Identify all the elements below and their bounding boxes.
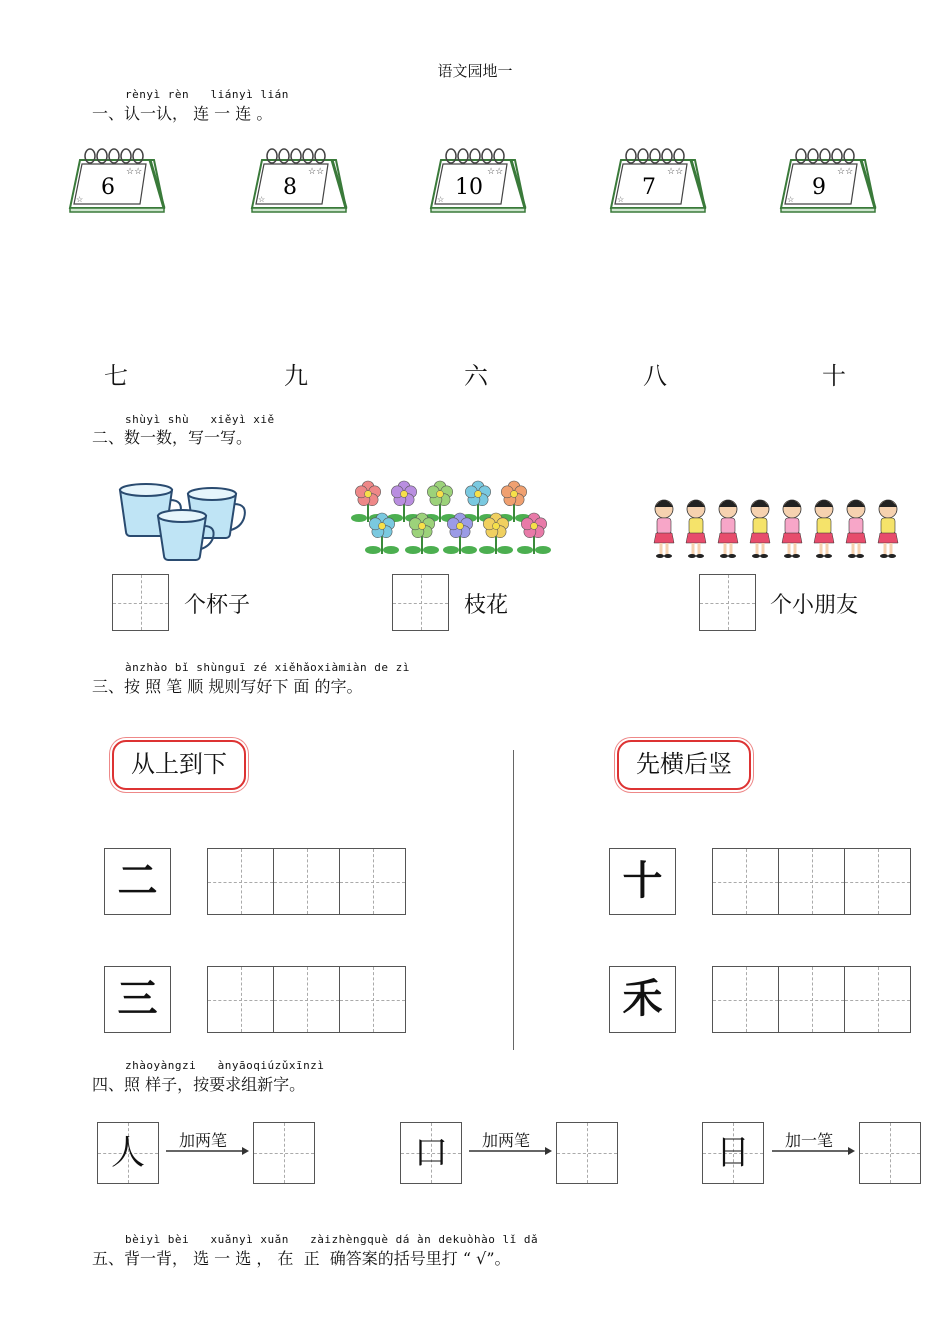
child-icon <box>846 500 866 558</box>
source-char-ren <box>97 1122 159 1184</box>
flowers-illustration <box>346 478 556 560</box>
unit-children: 个小朋友 <box>770 592 859 617</box>
writing-cell[interactable] <box>844 848 911 915</box>
source-char-ri <box>702 1122 764 1184</box>
flower-icon <box>423 481 457 522</box>
child-icon <box>750 500 770 558</box>
writing-cell[interactable] <box>844 966 911 1033</box>
model-char-shi <box>609 848 676 915</box>
answer-box-ri[interactable] <box>859 1122 921 1184</box>
model-char-shi-text: 十 <box>622 858 663 904</box>
q4-pinyin: zhàoyàngzi ànyāoqiúzǔxīnzì <box>125 1059 325 1072</box>
svg-text:☆☆: ☆☆ <box>308 167 325 177</box>
flower-icon <box>461 481 495 522</box>
writing-cell[interactable] <box>207 966 274 1033</box>
arrow-icon <box>770 1145 856 1157</box>
svg-text:☆☆: ☆☆ <box>667 167 684 177</box>
calendar-number: 6 <box>101 175 115 200</box>
source-char-ren-text: 人 <box>111 1133 145 1173</box>
answer-box-kou[interactable] <box>556 1122 618 1184</box>
arrow-icon <box>467 1145 553 1157</box>
source-char-kou <box>400 1122 462 1184</box>
svg-text:☆☆: ☆☆ <box>487 167 504 177</box>
q3-pinyin: ànzhào bǐ shùnguī zé xiěhǎoxiàmiàn de zì <box>125 661 410 674</box>
arrow-icon <box>164 1145 250 1157</box>
flower-icon <box>497 481 531 522</box>
rule-badge-horizontal-then-vertical: 先横后竖 <box>617 740 751 790</box>
rule-label-2: 加两笔 <box>482 1133 531 1150</box>
desk-calendar-icon[interactable] <box>427 146 527 224</box>
child-icon <box>654 500 674 558</box>
child-icon <box>686 500 706 558</box>
children-illustration <box>650 495 916 561</box>
char-ba[interactable]: 八 <box>643 362 667 390</box>
answer-box-cups[interactable] <box>112 574 169 631</box>
writing-cell[interactable] <box>339 848 406 915</box>
model-char-san <box>104 966 171 1033</box>
q3-instruction: 三、按 照 笔 顺 规则写好下 面 的字。 <box>92 677 363 696</box>
writing-cell[interactable] <box>339 966 406 1033</box>
rule-label-1: 加两笔 <box>179 1133 228 1150</box>
writing-cell[interactable] <box>207 848 274 915</box>
writing-cell[interactable] <box>712 966 779 1033</box>
child-icon <box>782 500 802 558</box>
source-char-ri-text: 日 <box>716 1133 750 1173</box>
source-char-kou-text: 口 <box>414 1133 448 1173</box>
char-liu[interactable]: 六 <box>464 362 488 390</box>
desk-calendar-icon[interactable] <box>777 146 877 224</box>
char-jiu[interactable]: 九 <box>284 362 308 390</box>
writing-cell[interactable] <box>712 848 779 915</box>
answer-box-children[interactable] <box>699 574 756 631</box>
q2-pinyin: shùyì shù xiěyì xiě <box>125 413 275 426</box>
calendar-number: 7 <box>642 175 656 200</box>
child-icon <box>718 500 738 558</box>
q1-pinyin: rènyì rèn liányì lián <box>125 88 289 101</box>
q5-pinyin: bèiyì bèi xuǎnyì xuǎn zàizhèngquè dá àn dekuòhào lǐ dǎ <box>125 1233 539 1246</box>
svg-text:☆: ☆ <box>617 195 625 204</box>
flower-icon <box>387 481 421 522</box>
svg-text:☆: ☆ <box>437 195 445 204</box>
child-icon <box>814 500 834 558</box>
model-char-he-text: 禾 <box>622 976 663 1022</box>
page-title: 语文园地一 <box>437 62 513 80</box>
model-char-he <box>609 966 676 1033</box>
section-divider <box>513 750 514 1050</box>
svg-text:☆: ☆ <box>258 195 266 204</box>
writing-cell[interactable] <box>778 848 845 915</box>
answer-box-flowers[interactable] <box>392 574 449 631</box>
char-shi[interactable]: 十 <box>822 362 846 390</box>
q2-instruction: 二、数一数，写一写。 <box>92 428 253 447</box>
model-char-san-text: 三 <box>117 976 158 1022</box>
q5-instruction: 五、背一背， 选 一 选 ， 在 正 确答案的括号里打 “ √”。 <box>92 1249 511 1268</box>
rule-label-3: 加一笔 <box>785 1133 834 1150</box>
desk-calendar-icon[interactable] <box>607 146 707 224</box>
answer-box-ren[interactable] <box>253 1122 315 1184</box>
writing-cell[interactable] <box>273 848 340 915</box>
writing-cell[interactable] <box>273 966 340 1033</box>
rule-badge-top-to-bottom: 从上到下 <box>112 740 246 790</box>
svg-text:☆: ☆ <box>787 195 795 204</box>
svg-text:☆☆: ☆☆ <box>126 167 143 177</box>
q1-instruction: 一、认一认， 连 一 连 。 <box>92 104 273 123</box>
unit-flowers: 枝花 <box>464 592 509 617</box>
calendar-number: 8 <box>283 175 297 200</box>
writing-cell[interactable] <box>778 966 845 1033</box>
model-char-er <box>104 848 171 915</box>
calendar-number: 10 <box>455 175 483 200</box>
svg-text:☆: ☆ <box>76 195 84 204</box>
child-icon <box>878 500 898 558</box>
calendar-number: 9 <box>812 175 826 200</box>
unit-cups: 个杯子 <box>184 592 251 617</box>
q4-instruction: 四、照 样子，按要求组新字。 <box>92 1075 306 1094</box>
desk-calendar-icon[interactable] <box>248 146 348 224</box>
char-qi[interactable]: 七 <box>104 362 128 390</box>
svg-text:☆☆: ☆☆ <box>837 167 854 177</box>
model-char-er-text: 二 <box>117 858 158 904</box>
desk-calendar-icon[interactable] <box>66 146 166 224</box>
cups-illustration <box>112 482 252 562</box>
